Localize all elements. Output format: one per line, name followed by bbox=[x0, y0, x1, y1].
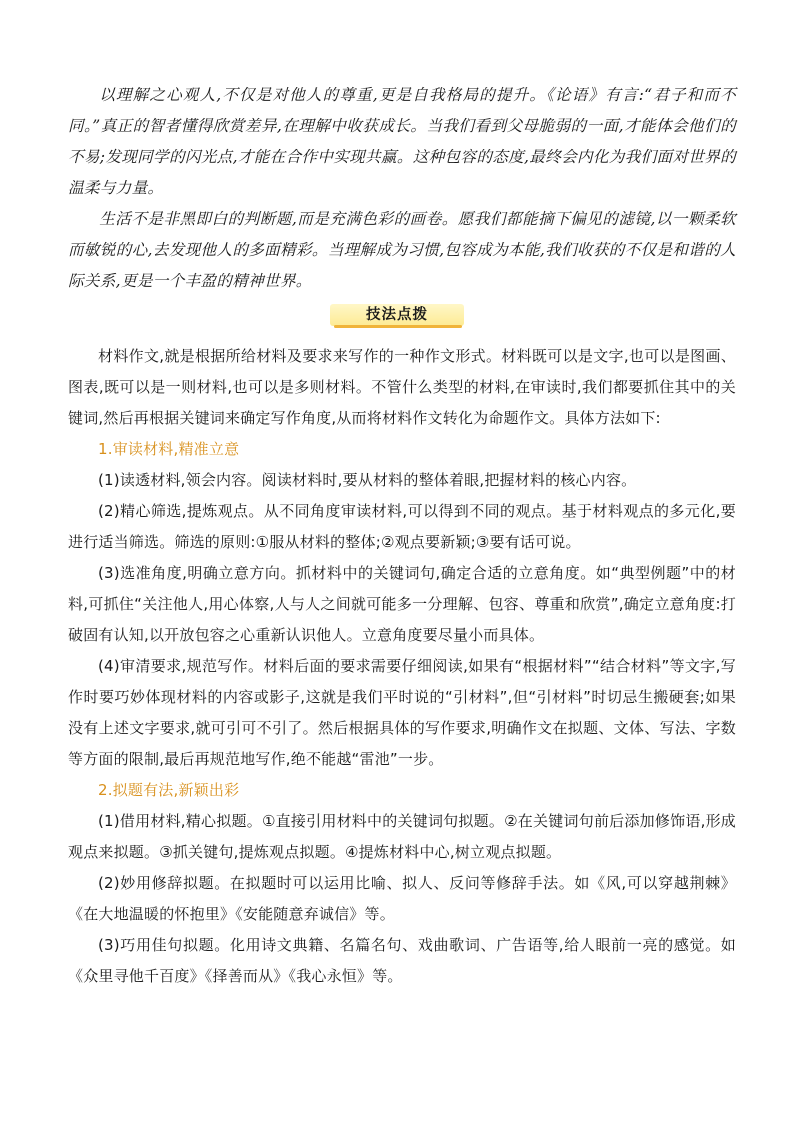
guide-heading-1: 1.审读材料,精准立意 bbox=[98, 440, 240, 458]
essay-paragraph: 以理解之心观人,不仅是对他人的尊重,更是自我格局的提升。《论语》有言:“君子和而不同。”真正的智者懂得欣赏差异,在理解中收获成长。当我们看到父母脆弱的一面,才能体会他们的不易;发现同学的闪光点,才能在合作中实现共赢。这种包容的态度,最终会内化为我们面对世界的温柔与力量。 bbox=[68, 86, 736, 197]
guide-item: (2)精心筛选,提炼观点。从不同角度审读材料,可以得到不同的观点。基于材料观点的多元化,要进行适当筛选。筛选的原则:①服从材料的整体;②观点要新颖;③要有话可说。 bbox=[68, 502, 736, 551]
guide-intro: 材料作文,就是根据所给材料及要求来写作的一种作文形式。材料既可以是文字,也可以是图画、图表,既可以是一则材料,也可以是多则材料。不管什么类型的材料,在审读时,我们都要抓住其中的关键词,然后再根据关键词来确定写作角度,从而将材料作文转化为命题作文。具体方法如下: bbox=[68, 347, 736, 427]
guide-item: (2)妙用修辞拟题。在拟题时可以运用比喻、拟人、反问等修辞手法。如《风,可以穿越荆棘》《在大地温暖的怀抱里》《安能随意弃诚信》等。 bbox=[68, 874, 736, 923]
guide-item: (3)选准角度,明确立意方向。抓材料中的关键词句,确定合适的立意角度。如“典型例题”中的材料,可抓住“关注他人,用心体察,人与人之间就可能多一分理解、包容、尊重和欣赏”,确定立意角度:打破固有认知,以开放包容之心重新认识他人。立意角度要尽量小而具体。 bbox=[68, 564, 736, 644]
essay-excerpt bbox=[68, 80, 736, 297]
section-banner bbox=[330, 302, 464, 330]
guide-item: (4)审清要求,规范写作。材料后面的要求需要仔细阅读,如果有“根据材料”“结合材料”等文字,写作时要巧妙体现材料的内容或影子,这就是我们平时说的“引材料”,但“引材料”时切忌生搬硬套;如果没有上述文字要求,就可引可不引了。然后根据具体的写作要求,明确作文在拟题、文体、写法、字数等方面的限制,最后再规范地写作,绝不能越“雷池”一步。 bbox=[68, 657, 736, 768]
essay-paragraph: 生活不是非黑即白的判断题,而是充满色彩的画卷。愿我们都能摘下偏见的滤镜,以一颗柔软而敏锐的心,去发现他人的多面精彩。当理解成为习惯,包容成为本能,我们收获的不仅是和谐的人际关系,更是一个丰盈的精神世界。 bbox=[68, 210, 736, 290]
technique-guide bbox=[68, 341, 736, 992]
guide-item: (3)巧用佳句拟题。化用诗文典籍、名篇名句、戏曲歌词、广告语等,给人眼前一亮的感觉。如《众里寻他千百度》《择善而从》《我心永恒》等。 bbox=[68, 936, 736, 985]
guide-heading-2: 2.拟题有法,新颖出彩 bbox=[98, 781, 240, 799]
guide-item: (1)读透材料,领会内容。阅读材料时,要从材料的整体着眼,把握材料的核心内容。 bbox=[98, 471, 637, 489]
section-title: 技法点拨 bbox=[366, 307, 428, 323]
guide-item: (1)借用材料,精心拟题。①直接引用材料中的关键词句拟题。②在关键词句前后添加修饰语,形成观点来拟题。③抓关键句,提炼观点拟题。④提炼材料中心,树立观点拟题。 bbox=[68, 812, 736, 861]
